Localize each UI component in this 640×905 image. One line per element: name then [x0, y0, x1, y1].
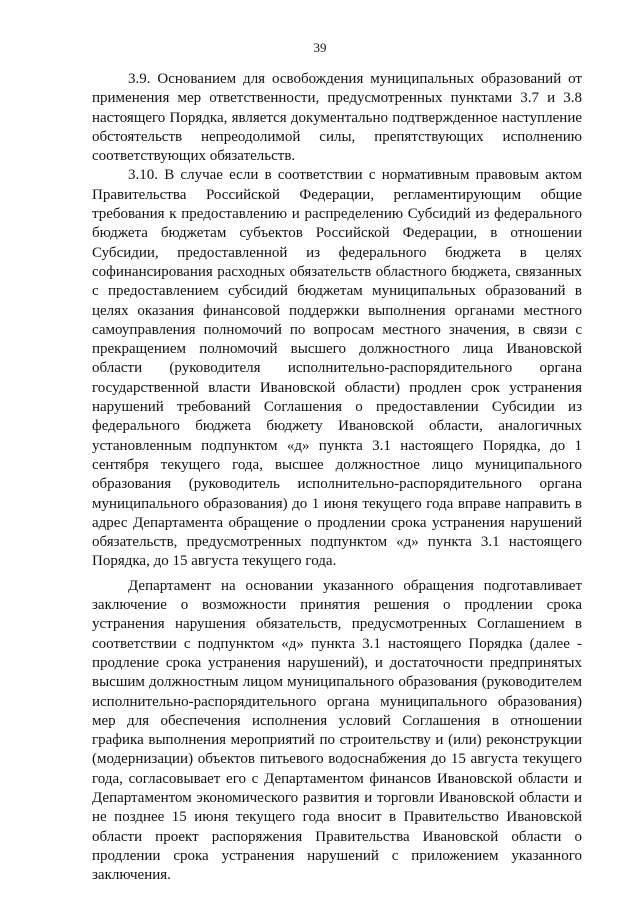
paragraph-3-10: 3.10. В случае если в соответствии с нормативным правовым актом Правительства Российской Федерации, регламентирующим общие требования к предоставлению и распределению Субсидий из федерального бюджета бюджетам субъектов Российской Федерации, в отношении Субсидии, предоставленной из федерального бюджета в целях софинансирования расходных обязательств областного бюджета, связанных с предоставлением субсидий бюджетам муниципальных образований в целях оказания финансовой поддержки выполнения органами местного самоуправления полномочий по вопросам местного значения, в связи с прекращением полномочий высшего должностного лица Ивановской области (руководителя исполнительно-распорядительного органа государственной власти Ивановской области) продлен срок устранения нарушений требований Соглашения о предоставлении Субсидии из федерального бюджета бюджету Ивановской области, аналогичных установленным подпунктом «д» пункта 3.1 настоящего Порядка, до 1 сентября текущего года, высшее должностное лицо муниципального образования (руководитель исполнительно-распорядительного органа муниципального образования) до 1 июня текущего года вправе направить в адрес Департамента обращение о продлении срока устранения нарушений обязательств, предусмотренных подпунктом «д» пункта 3.1 настоящего Порядка, до 15 августа текущего года.	[92, 167, 582, 570]
paragraph-department: Департамент на основании указанного обращения подготавливает заключение о возможности принятия решения о продлении срока устранения нарушения обязательств, предусмотренных Соглашением в соответствии с подпунктом «д» пункта 3.1 настоящего Порядка (далее - продление срока устранения нарушений), и достаточности предпринятых высшим должностным лицом муниципального образования (руководителем исполнительно-распорядительного органа муниципального образования) мер для обеспечения исполнения условий Соглашения в отношении графика выполнения мероприятий по строительству и (или) реконструкции (модернизации) объектов питьевого водоснабжения до 15 августа текущего года, согласовывает его с Департаментом финансов Ивановской области и Департаментом экономического развития и торговли Ивановской области и не позднее 15 июня текущего года вносит в Правительство Ивановской области проект распоряжения Правительства Ивановской области о продлении срока устранения нарушений с приложением указанного заключения.	[92, 577, 582, 884]
document-body	[92, 70, 582, 885]
paragraph-3-9: 3.9. Основанием для освобождения муниципальных образований от применения мер ответственности, предусмотренных пунктами 3.7 и 3.8 настоящего Порядка, является документально подтвержденное наступление обстоятельств непреодолимой силы, препятствующих исполнению соответствующих обязательств.	[92, 71, 582, 165]
page-number: 39	[313, 40, 327, 55]
